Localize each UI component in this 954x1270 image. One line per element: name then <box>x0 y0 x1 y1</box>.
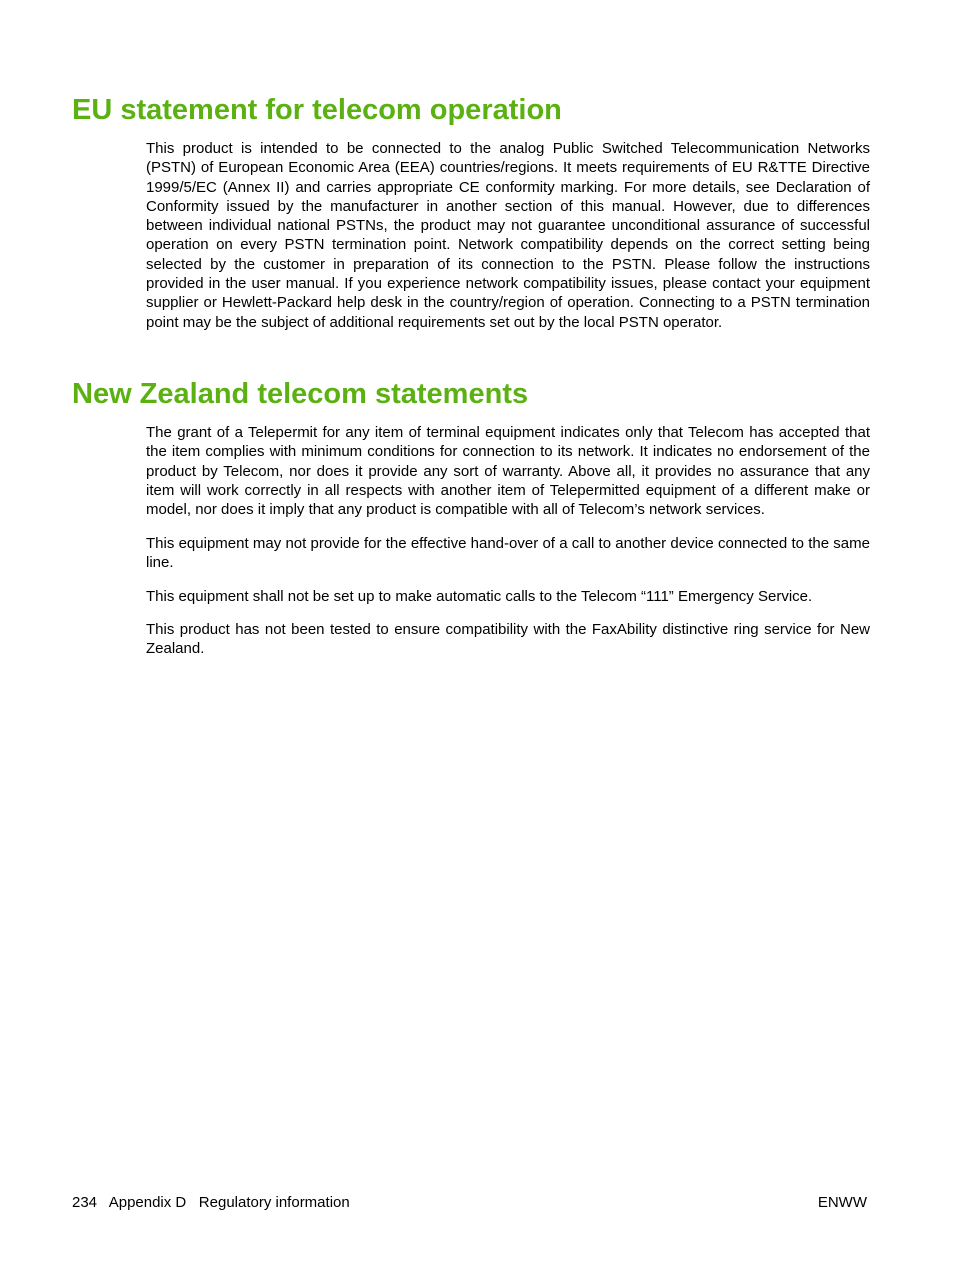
footer-chapter: Appendix D <box>108 1194 187 1211</box>
nz-paragraph-telepermit: The grant of a Telepermit for any item of terminal equipment indicates only that Telecom has accepted that the item complies with minimum conditions for connection to its network. It indicates no endorsement of the product by Telecom, nor does it provide any sort of warranty. Above all, it provides no assurance that any item will work correctly in all respects with another item of Telepermitted equipment of a different make or model, nor does it imply that any product is compatible with all of Telecom’s network services. <box>146 424 870 519</box>
nz-paragraph-emergency: This equipment shall not be set up to make automatic calls to the Telecom “111” Emergency Service. <box>146 588 813 605</box>
eu-heading: EU statement for telecom operation <box>72 94 562 126</box>
nz-heading: New Zealand telecom statements <box>72 378 529 410</box>
footer-section-title: Regulatory information <box>198 1194 350 1211</box>
footer-right-label: ENWW <box>817 1194 867 1211</box>
page-footer <box>72 1193 867 1213</box>
eu-paragraph: This product is intended to be connected to the analog Public Switched Telecommunication Networks (PSTN) of European Economic Area (EEA) countries/regions. It meets requirements of EU R&TTE Directive 1999/5/EC (Annex II) and carries appropriate CE conformity marking. For more details, see Declaration of Conformity issued by the manufacturer in another section of this manual. However, due to differences between individual national PSTNs, the product may not guarantee unconditional assurance of successful operation on every PSTN termination point. Network compatibility depends on the correct setting being selected by the customer in preparation of its connection to the PSTN. Please follow the instructions provided in the user manual. If you experience network compatibility issues, please contact your equipment supplier or Hewlett-Packard help desk in the country/region of operation. Connecting to a PSTN termination point may be the subject of additional requirements set out by the local PSTN operator. <box>146 140 870 331</box>
nz-paragraph-faxability: This product has not been tested to ensure compatibility with the FaxAbility distinctive ring service for New Zealand. <box>146 621 870 658</box>
footer-left <box>72 1193 350 1213</box>
nz-paragraph-handover: This equipment may not provide for the effective hand-over of a call to another device connected to the same line. <box>146 535 870 572</box>
page-number: 234 <box>72 1194 98 1211</box>
